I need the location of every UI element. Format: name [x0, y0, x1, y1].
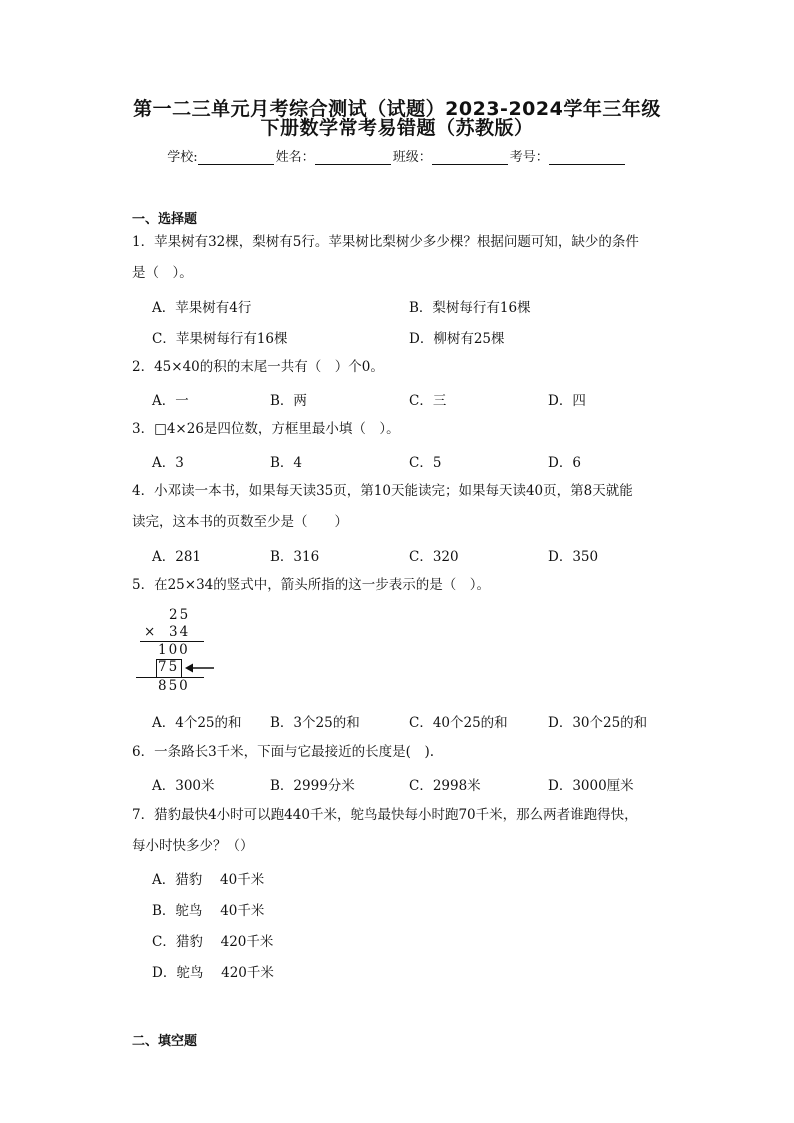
vertical-multiplicand: 25 [169, 607, 191, 623]
question-7-stem [132, 800, 672, 862]
question-2-option-c[interactable]: C．三 [409, 393, 447, 409]
vertical-multiplier: 34 [169, 624, 191, 640]
vertical-partial-product-1: 100 [158, 642, 190, 658]
question-1-option-a[interactable]: A．苹果树有4行 [152, 300, 252, 316]
question-3-option-a[interactable]: A．3 [152, 455, 184, 471]
question-2-option-a[interactable]: A．一 [152, 393, 189, 409]
student-info-line [0, 146, 794, 165]
school-blank[interactable] [198, 150, 274, 165]
question-5-option-c[interactable]: C．40个25的和 [409, 715, 508, 731]
question-7-option-b[interactable]: B．鸵鸟 40千米 [152, 903, 265, 919]
question-2-option-d[interactable]: D．四 [548, 393, 586, 409]
question-4-option-c[interactable]: C．320 [409, 549, 459, 565]
question-5-line-1: 5．在25×34的竖式中，箭头所指的这一步表示的是（ ）。 [132, 577, 491, 593]
question-7-option-a[interactable]: A．猎豹 40千米 [152, 872, 265, 888]
school-label: 学校: [167, 150, 198, 165]
question-5-option-b[interactable]: B．3个25的和 [270, 715, 360, 731]
question-3-option-c[interactable]: C．5 [409, 455, 442, 471]
question-4-option-d[interactable]: D．350 [548, 549, 599, 565]
arrow-left-icon [184, 660, 216, 676]
question-1-option-c[interactable]: C．苹果树每行有16棵 [152, 331, 288, 347]
name-blank[interactable] [315, 150, 391, 165]
question-4-option-b[interactable]: B．316 [270, 549, 320, 565]
question-1-option-b[interactable]: B．梨树每行有16棵 [409, 300, 531, 316]
question-2-option-b[interactable]: B．两 [270, 393, 307, 409]
page-title-line-2: 下册数学常考易错题（苏教版） [260, 117, 534, 139]
question-1-line-1: 1．苹果树有32棵，梨树有5行。苹果树比梨树少多少棵？根据问题可知，缺少的条件 [132, 234, 639, 250]
question-5-option-a[interactable]: A．4个25的和 [152, 715, 242, 731]
exam-number-blank[interactable] [549, 150, 625, 165]
question-7-option-d[interactable]: D．鸵鸟 420千米 [152, 965, 274, 981]
question-3-option-b[interactable]: B．4 [270, 455, 303, 471]
question-4-line-2: 读完，这本书的页数至少是（ ） [132, 514, 348, 530]
question-4-option-a[interactable]: A．281 [152, 549, 202, 565]
vertical-times-sign: × [144, 624, 158, 640]
question-7-line-2: 每小时快多少？（） [132, 838, 254, 854]
question-3-line-1: 3．□4×26是四位数，方框里最小填（ ）。 [132, 421, 400, 437]
vertical-multiplication [136, 604, 236, 696]
question-5-stem [132, 570, 672, 601]
question-6-option-a[interactable]: A．300米 [152, 778, 215, 794]
question-6-stem [132, 737, 672, 768]
question-3-stem [132, 414, 672, 445]
question-6-option-d[interactable]: D．3000厘米 [548, 778, 634, 794]
exam-number-label: 考号： [509, 150, 549, 165]
name-label: 姓名： [275, 150, 315, 165]
section-heading-fill-in: 二、填空题 [132, 1034, 198, 1049]
question-2-stem [132, 352, 672, 383]
question-1-line-2: 是（ ）。 [132, 265, 193, 281]
question-3-option-d[interactable]: D．6 [548, 455, 581, 471]
question-6-line-1: 6．一条路长3千米，下面与它最接近的长度是( ). [132, 744, 435, 760]
vertical-partial-product-2: 75 [158, 659, 180, 675]
question-1-option-d[interactable]: D．柳树有25棵 [409, 331, 505, 347]
class-blank[interactable] [432, 150, 508, 165]
question-6-option-b[interactable]: B．2999分米 [270, 778, 355, 794]
question-6-option-c[interactable]: C．2998米 [409, 778, 481, 794]
question-7-option-c[interactable]: C．猎豹 420千米 [152, 934, 274, 950]
question-7-line-1: 7．猎豹最快4小时可以跑440千米，鸵鸟最快每小时跑70千米，那么两者谁跑得快， [132, 807, 638, 823]
page-title-line-1: 第一二三单元月考综合测试（试题）2023-2024学年三年级 [133, 98, 661, 120]
section-heading-choice: 一、选择题 [132, 212, 198, 227]
question-4-stem [132, 476, 672, 538]
class-label: 班级： [392, 150, 432, 165]
question-1-stem [132, 227, 672, 289]
question-2-line-1: 2．45×40的积的末尾一共有（ ）个0。 [132, 359, 384, 375]
question-5-option-d[interactable]: D．30个25的和 [548, 715, 648, 731]
question-4-line-1: 4．小邓读一本书，如果每天读35页，第10天能读完；如果每天读40页，第8天就能 [132, 483, 633, 499]
vertical-final-product: 850 [158, 678, 190, 694]
